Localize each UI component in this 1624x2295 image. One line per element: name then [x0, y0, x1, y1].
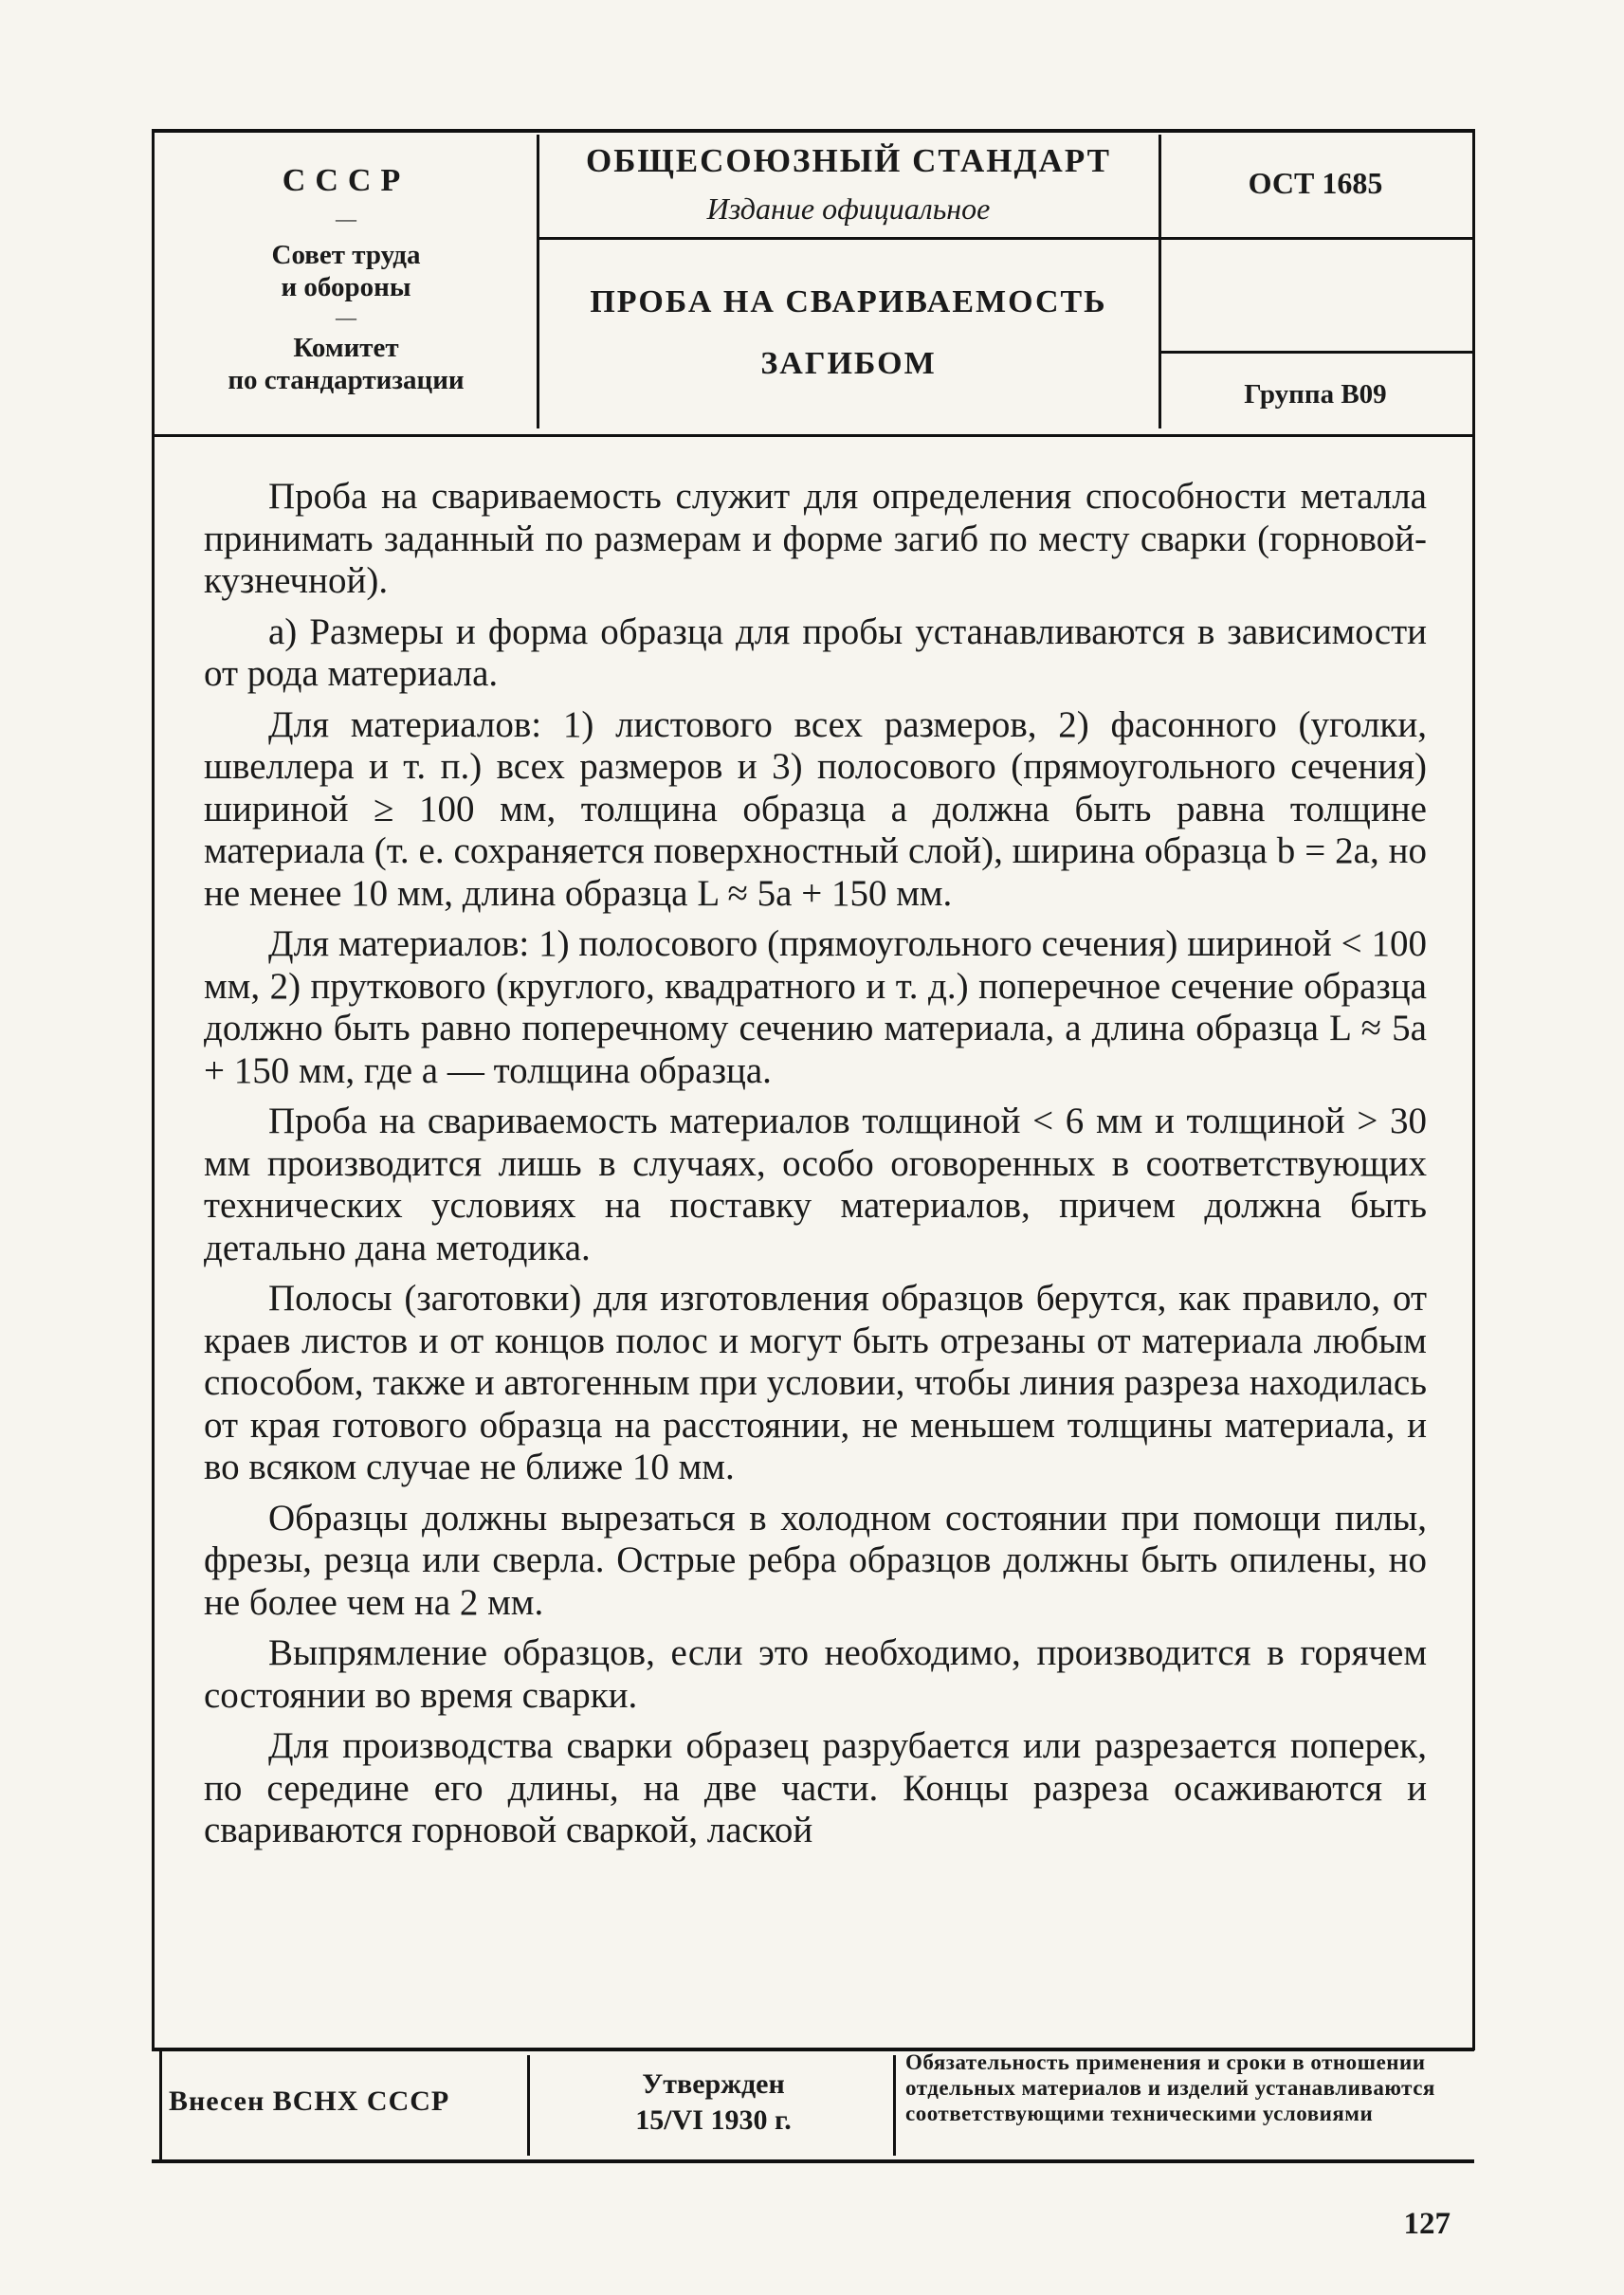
header-left-border [152, 129, 155, 437]
header-right-border [1472, 129, 1475, 437]
approved-date: 15/VI 1930 г. [635, 2104, 792, 2136]
header-top-rule [152, 129, 1474, 133]
standard-code: ОСТ 1685 [1248, 166, 1383, 200]
standard-title: ОБЩЕСОЮЗНЫЙ СТАНДАРТ [586, 142, 1111, 179]
separator-dash: — [336, 305, 356, 329]
edition-label: Издание официальное [706, 191, 991, 226]
header-bottom-rule [152, 434, 1474, 437]
paragraph: Полосы (заготовки) для изготовления образцов берутся, как правило, от краев листов и от концов полос и могут быть отрезаны от материала любым способом, также и автогенным при условии, чтобы линия разреза находилась от края готового образца на расстоянии, не меньшем толщины материала, и во всяком случае не ближе 10 мм. [204, 1278, 1427, 1487]
approved-label: Утвержден [642, 2068, 785, 2100]
committee-line-1: Комитет [293, 333, 399, 363]
committee-name [156, 332, 536, 396]
subject-title-line-1: ПРОБА НА СВАРИВАЕМОСТЬ [590, 284, 1107, 319]
country-name: СССР [282, 163, 411, 198]
paragraph: Проба на свариваемость материалов толщиной < 6 мм и толщиной > 30 мм производится лишь в случаях, особо оговоренных в соответствующих технических условиях на поставку материалов, причем должна быть детально дана методика. [204, 1101, 1427, 1268]
body-text [204, 476, 1427, 1861]
introduced-by: Внесен ВСНХ СССР [169, 2086, 450, 2117]
subject-title-line-2: ЗАГИБОМ [760, 346, 937, 381]
group-rule [1161, 351, 1472, 354]
paragraph: Проба на свариваемость служит для определения способности металла принимать заданный по размерам и форме загиб по месту сварки (горновой-кузнечной). [204, 476, 1427, 601]
council-line-2: и обороны [281, 272, 411, 302]
page-number: 127 [1403, 2207, 1451, 2241]
title-underline [539, 237, 1472, 240]
footer-divider-2 [893, 2055, 896, 2156]
paragraph: а) Размеры и форма образца для пробы устанавливаются в зависимости от рода материала. [204, 610, 1427, 694]
council-name [161, 239, 531, 303]
paragraph: Для материалов: 1) полосового (прямоугольного сечения) шириной < 100 мм, 2) пруткового (круглого, квадратного и т. д.) поперечное сечение образца должно быть равно поперечному сечению материала, а длина образца L ≈ 5a + 150 мм, где a — толщина образца. [204, 923, 1427, 1091]
committee-line-2: по стандартизации [228, 365, 465, 395]
paragraph: Для материалов: 1) листового всех размеров, 2) фасонного (уголки, швеллера и т. п.) всех размеров и 3) полосового (прямоугольного сечения) шириной ≥ 100 мм, толщина образца a должна быть равна толщине материала (т. е. сохраняется поверхностный слой), ширина образца b = 2a, но не менее 10 мм, длина образца L ≈ 5a + 150 мм. [204, 703, 1427, 914]
paragraph: Образцы должны вырезаться в холодном состоянии при помощи пилы, фрезы, резца или сверла. Острые ребра образцов должны быть опилены, но не более чем на 2 мм. [204, 1497, 1427, 1623]
footer-left-border [159, 2048, 162, 2161]
council-line-1: Совет труда [271, 240, 421, 270]
separator-dash: — [336, 207, 356, 230]
header-divider-1 [537, 135, 539, 428]
paragraph: Для производства сварки образец разрубается или разрезается поперек, по середине его длины, на две части. Концы разреза осаживаются и свариваются горновой сваркой, лаской [204, 1725, 1427, 1850]
paragraph: Выпрямление образцов, если это необходимо, производится в горячем состоянии во время сварки. [204, 1632, 1427, 1716]
approval-info [536, 2067, 891, 2139]
obligation-note: Обязательность применения и сроки в отношении отдельных материалов и изделий устанавливаются соответствующими техническими условиями [905, 2050, 1435, 2125]
body-right-border [1472, 434, 1475, 2050]
group-label: Группа В09 [1244, 379, 1387, 410]
footer-bottom-rule [152, 2159, 1474, 2163]
body-left-border [152, 434, 155, 2050]
